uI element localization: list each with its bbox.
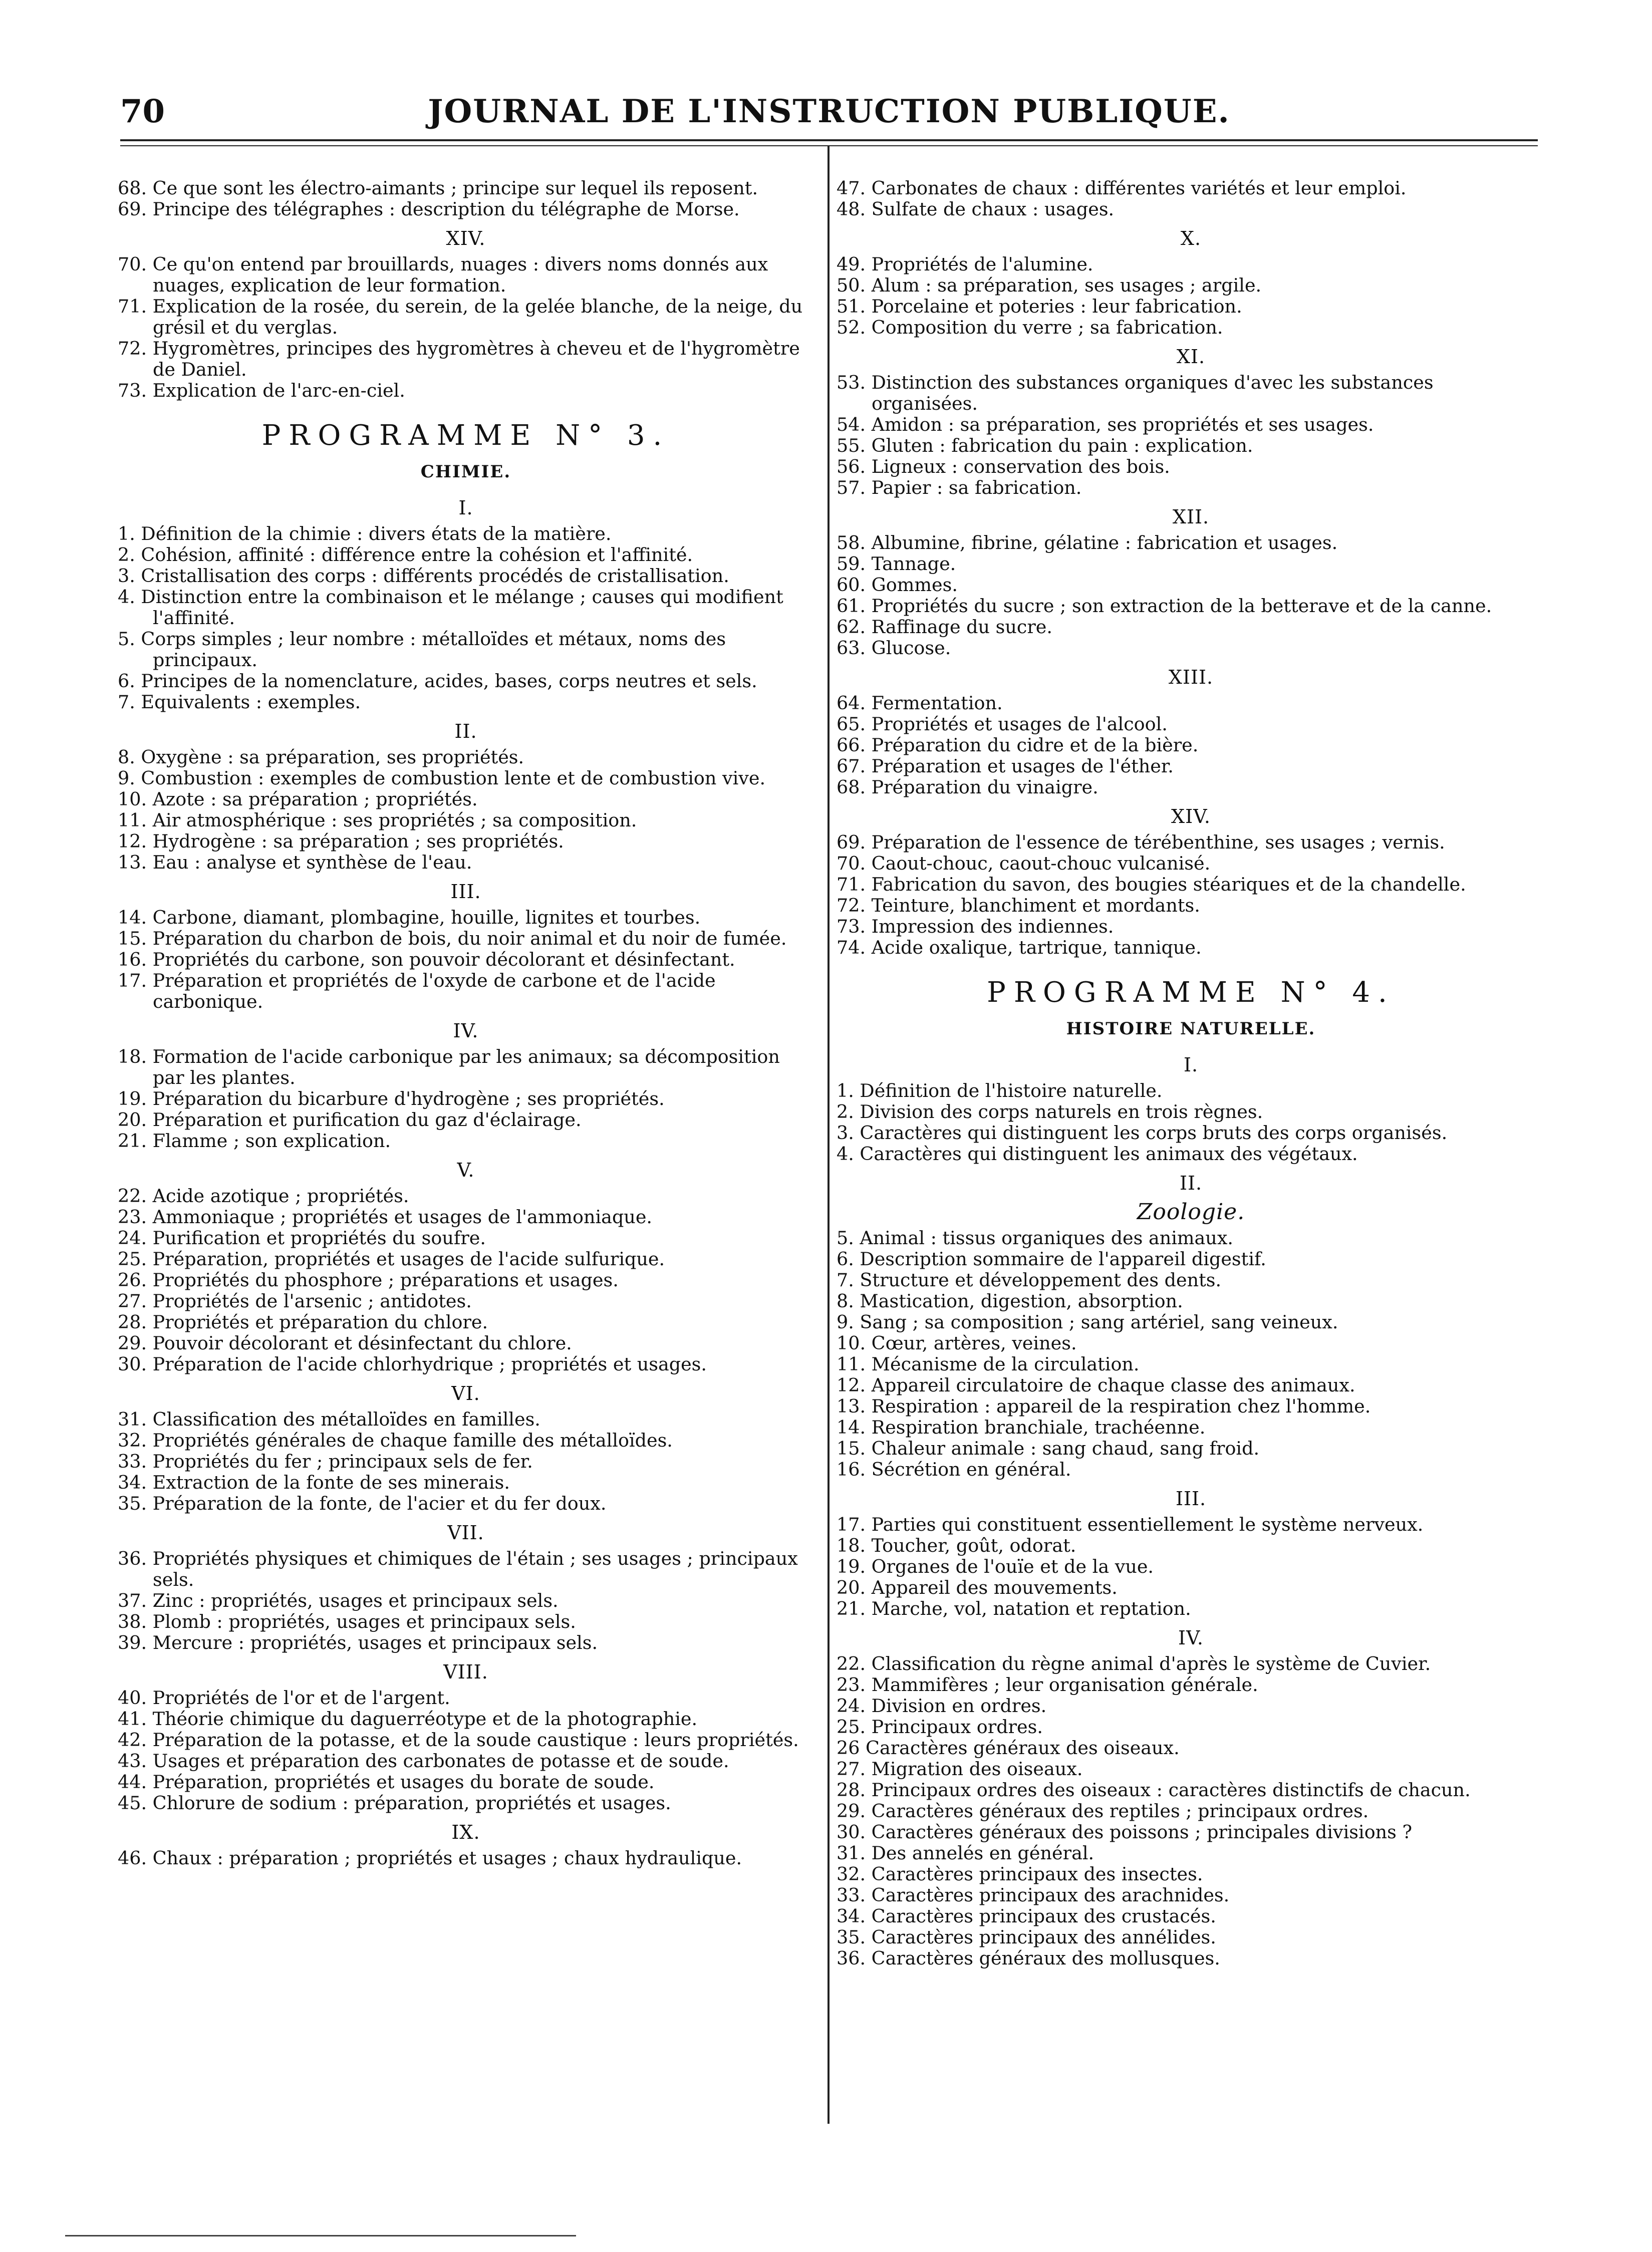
list-item: 5. Animal : tissus organiques des animaux.: [837, 1227, 1234, 1249]
list-item: 6. Description sommaire de l'appareil digestif.: [837, 1248, 1266, 1270]
list-item: 22. Classification du règne animal d'après le système de Cuvier.: [837, 1653, 1431, 1674]
list-item: 68. Ce que sont les électro-aimants ; principe sur lequel ils reposent.: [118, 177, 758, 199]
list-item: 71. Explication de la rosée, du serein, de la gelée blanche, de la neige, du grésil et du verglas.: [118, 296, 803, 338]
list-item: 27. Migration des oiseaux.: [837, 1758, 1083, 1780]
list-item: 3. Caractères qui distinguent les corps bruts des corps organisés.: [837, 1122, 1448, 1144]
list-item: 12. Appareil circulatoire de chaque classe des animaux.: [837, 1374, 1355, 1396]
list-item: 8. Mastication, digestion, absorption.: [837, 1290, 1183, 1312]
page-number: 70: [120, 93, 165, 130]
list-item: 30. Caractères généraux des poissons ; principales divisions ?: [837, 1821, 1413, 1843]
section-heading: VI.: [451, 1382, 480, 1404]
list-item: 73. Explication de l'arc-en-ciel.: [118, 380, 405, 401]
list-item: 33. Caractères principaux des arachnides.: [837, 1884, 1230, 1906]
list-item: 9. Combustion : exemples de combustion lente et de combustion vive.: [118, 767, 766, 789]
list-item: 35. Préparation de la fonte, de l'acier et du fer doux.: [118, 1493, 607, 1514]
list-item: 11. Mécanisme de la circulation.: [837, 1353, 1140, 1375]
list-item: 25. Principaux ordres.: [837, 1716, 1043, 1738]
list-item: 14. Carbone, diamant, plombagine, houille, lignites et tourbes.: [118, 907, 701, 928]
list-item: 72. Teinture, blanchiment et mordants.: [837, 895, 1200, 916]
list-item: 4. Distinction entre la combinaison et le mélange ; causes qui modifient l'affinité.: [118, 586, 783, 629]
section-heading: XIV.: [1171, 805, 1211, 827]
list-item: 8. Oxygène : sa préparation, ses propriétés.: [118, 746, 524, 768]
section-heading: III.: [450, 881, 481, 903]
section-heading: IX.: [451, 1821, 480, 1843]
list-item: 27. Propriétés de l'arsenic ; antidotes.: [118, 1290, 472, 1312]
section-heading: XIII.: [1168, 666, 1214, 688]
list-item: 35. Caractères principaux des annélides.: [837, 1926, 1216, 1948]
subject-heading: HISTOIRE NATURELLE.: [1066, 1019, 1316, 1039]
list-item: 60. Gommes.: [837, 574, 958, 596]
list-item: 69. Principe des télégraphes : description du télégraphe de Morse.: [118, 198, 740, 220]
footer-rule: [65, 2235, 576, 2236]
list-item: 36. Propriétés physiques et chimiques de l'étain ; ses usages ; principaux sels.: [118, 1548, 798, 1590]
list-item: 11. Air atmosphérique : ses propriétés ; sa composition.: [118, 809, 637, 831]
section-heading: X.: [1180, 227, 1202, 249]
list-item: 28. Propriétés et préparation du chlore.: [118, 1311, 488, 1333]
list-item: 19. Organes de l'ouïe et de la vue.: [837, 1556, 1154, 1577]
list-item: 71. Fabrication du savon, des bougies stéariques et de la chandelle.: [837, 874, 1466, 895]
list-item: 1. Définition de l'histoire naturelle.: [837, 1080, 1163, 1101]
section-heading: IV.: [1178, 1627, 1204, 1649]
list-item: 25. Préparation, propriétés et usages de l'acide sulfurique.: [118, 1248, 665, 1270]
list-item: 67. Préparation et usages de l'éther.: [837, 755, 1174, 777]
list-item: 10. Azote : sa préparation ; propriétés.: [118, 788, 478, 810]
list-item: 32. Propriétés générales de chaque famille des métalloïdes.: [118, 1430, 673, 1451]
list-item: 74. Acide oxalique, tartrique, tannique.: [837, 937, 1202, 958]
list-item: 26. Propriétés du phosphore ; préparations et usages.: [118, 1269, 619, 1291]
list-item: 38. Plomb : propriétés, usages et principaux sels.: [118, 1611, 576, 1632]
list-item: 1. Définition de la chimie : divers états de la matière.: [118, 523, 612, 544]
list-item: 47. Carbonates de chaux : différentes variétés et leur emploi.: [837, 177, 1407, 199]
section-heading: II.: [454, 720, 477, 742]
list-item: 52. Composition du verre ; sa fabrication.: [837, 317, 1223, 338]
running-title: JOURNAL DE L'INSTRUCTION PUBLIQUE.: [428, 93, 1230, 130]
list-item: 31. Des annelés en général.: [837, 1842, 1094, 1864]
list-item: 18. Toucher, goût, odorat.: [837, 1535, 1076, 1556]
list-item: 55. Gluten : fabrication du pain : explication.: [837, 435, 1253, 456]
program-heading: PROGRAMME N° 3.: [261, 419, 670, 452]
list-item: 72. Hygromètres, principes des hygromètres à cheveu et de l'hygromètre de Daniel.: [118, 338, 800, 380]
page-header: [120, 93, 1538, 138]
section-heading: III.: [1175, 1488, 1207, 1510]
list-item: 66. Préparation du cidre et de la bière.: [837, 734, 1199, 756]
list-item: 13. Eau : analyse et synthèse de l'eau.: [118, 852, 472, 873]
list-item: 29. Caractères généraux des reptiles ; principaux ordres.: [837, 1800, 1369, 1822]
list-item: 73. Impression des indiennes.: [837, 916, 1114, 937]
list-item: 64. Fermentation.: [837, 692, 1003, 714]
list-item: 21. Marche, vol, natation et reptation.: [837, 1598, 1191, 1619]
list-item: 16. Sécrétion en général.: [837, 1459, 1071, 1480]
program-heading: PROGRAMME N° 4.: [987, 976, 1395, 1009]
list-item: 49. Propriétés de l'alumine.: [837, 253, 1093, 275]
section-heading: XI.: [1176, 346, 1206, 368]
list-item: 28. Principaux ordres des oiseaux : caractères distinctifs de chacun.: [837, 1779, 1471, 1801]
list-item: 63. Glucose.: [837, 637, 951, 659]
right-column: [837, 178, 1545, 1969]
list-item: 65. Propriétés et usages de l'alcool.: [837, 713, 1168, 735]
list-item: 13. Respiration : appareil de la respiration chez l'homme.: [837, 1395, 1371, 1417]
list-item: 53. Distinction des substances organiques d'avec les substances organisées.: [837, 372, 1434, 414]
list-item: 12. Hydrogène : sa préparation ; ses propriétés.: [118, 830, 564, 852]
list-item: 23. Mammifères ; leur organisation générale.: [837, 1674, 1258, 1696]
list-item: 15. Préparation du charbon de bois, du noir animal et du noir de fumée.: [118, 928, 787, 949]
list-item: 39. Mercure : propriétés, usages et principaux sels.: [118, 1632, 598, 1653]
subject-heading: CHIMIE.: [420, 462, 511, 482]
list-item: 44. Préparation, propriétés et usages du borate de soude.: [118, 1771, 655, 1793]
list-item: 37. Zinc : propriétés, usages et principaux sels.: [118, 1590, 559, 1611]
list-item: 2. Division des corps naturels en trois règnes.: [837, 1101, 1263, 1122]
list-item: 14. Respiration branchiale, trachéenne.: [837, 1417, 1206, 1438]
list-item: 7. Equivalents : exemples.: [118, 691, 361, 713]
list-item: 54. Amidon : sa préparation, ses propriétés et ses usages.: [837, 414, 1374, 435]
list-item: 56. Ligneux : conservation des bois.: [837, 456, 1170, 477]
list-item: 43. Usages et préparation des carbonates de potasse et de soude.: [118, 1750, 729, 1772]
list-item: 20. Appareil des mouvements.: [837, 1577, 1118, 1598]
column-divider: [828, 145, 830, 2124]
list-item: 23. Ammoniaque ; propriétés et usages de l'ammoniaque.: [118, 1206, 653, 1228]
list-item: 18. Formation de l'acide carbonique par les animaux; sa décomposition par les plantes.: [118, 1046, 780, 1088]
list-item: 26 Caractères généraux des oiseaux.: [837, 1737, 1180, 1759]
list-item: 45. Chlorure de sodium : préparation, propriétés et usages.: [118, 1792, 671, 1814]
list-item: 33. Propriétés du fer ; principaux sels de fer.: [118, 1451, 533, 1472]
list-item: 57. Papier : sa fabrication.: [837, 477, 1082, 498]
left-column: [118, 178, 814, 1869]
header-rule-thick: [120, 139, 1538, 141]
list-item: 50. Alum : sa préparation, ses usages ; argile.: [837, 274, 1262, 296]
list-item: 17. Préparation et propriétés de l'oxyde de carbone et de l'acide carbonique.: [118, 970, 716, 1012]
list-item: 24. Division en ordres.: [837, 1695, 1047, 1717]
list-item: 15. Chaleur animale : sang chaud, sang froid.: [837, 1438, 1260, 1459]
list-item: 36. Caractères généraux des mollusques.: [837, 1947, 1220, 1969]
list-item: 6. Principes de la nomenclature, acides, bases, corps neutres et sels.: [118, 670, 757, 692]
list-item: 16. Propriétés du carbone, son pouvoir décolorant et désinfectant.: [118, 949, 735, 970]
list-item: 68. Préparation du vinaigre.: [837, 776, 1098, 798]
list-item: 34. Caractères principaux des crustacés.: [837, 1905, 1216, 1927]
list-item: 2. Cohésion, affinité : différence entre la cohésion et l'affinité.: [118, 544, 693, 566]
list-item: 69. Préparation de l'essence de térébenthine, ses usages ; vernis.: [837, 831, 1445, 853]
list-item: 32. Caractères principaux des insectes.: [837, 1863, 1203, 1885]
list-item: 48. Sulfate de chaux : usages.: [837, 198, 1115, 220]
list-item: 30. Préparation de l'acide chlorhydrique ; propriétés et usages.: [118, 1353, 707, 1375]
list-item: 29. Pouvoir décolorant et désinfectant du chlore.: [118, 1332, 572, 1354]
section-heading: I.: [458, 497, 473, 519]
list-item: 42. Préparation de la potasse, et de la soude caustique : leurs propriétés.: [118, 1729, 799, 1751]
list-item: 7. Structure et développement des dents.: [837, 1269, 1222, 1291]
section-heading: VIII.: [443, 1661, 488, 1683]
list-item: 51. Porcelaine et poteries : leur fabrication.: [837, 296, 1242, 317]
list-item: 17. Parties qui constituent essentiellement le système nerveux.: [837, 1514, 1424, 1535]
list-item: 3. Cristallisation des corps : différents procédés de cristallisation.: [118, 565, 729, 587]
list-item: 22. Acide azotique ; propriétés.: [118, 1185, 409, 1207]
section-heading: XII.: [1172, 506, 1210, 528]
list-item: 9. Sang ; sa composition ; sang artériel, sang veineux.: [837, 1311, 1338, 1333]
list-item: 10. Cœur, artères, veines.: [837, 1332, 1077, 1354]
list-item: 19. Préparation du bicarbure d'hydrogène ; ses propriétés.: [118, 1088, 665, 1109]
list-item: 24. Purification et propriétés du soufre.: [118, 1227, 486, 1249]
section-heading: IV.: [453, 1020, 479, 1042]
list-item: 62. Raffinage du sucre.: [837, 616, 1052, 638]
section-heading: V.: [457, 1159, 475, 1181]
list-item: 21. Flamme ; son explication.: [118, 1130, 391, 1152]
list-item: 5. Corps simples ; leur nombre : métalloïdes et métaux, noms des principaux.: [118, 628, 726, 671]
list-item: 40. Propriétés de l'or et de l'argent.: [118, 1687, 450, 1709]
section-heading: VII.: [447, 1522, 484, 1544]
list-item: 61. Propriétés du sucre ; son extraction de la betterave et de la canne.: [837, 595, 1492, 617]
section-heading: I.: [1183, 1054, 1199, 1076]
list-item: 59. Tannage.: [837, 553, 956, 575]
section-heading: II.: [1179, 1172, 1203, 1194]
list-item: 58. Albumine, fibrine, gélatine : fabrication et usages.: [837, 532, 1338, 553]
list-item: 20. Préparation et purification du gaz d'éclairage.: [118, 1109, 582, 1131]
subsection-heading: Zoologie.: [1137, 1199, 1245, 1225]
list-item: 46. Chaux : préparation ; propriétés et usages ; chaux hydraulique.: [118, 1847, 742, 1869]
list-item: 41. Théorie chimique du daguerréotype et de la photographie.: [118, 1708, 698, 1730]
list-item: 31. Classification des métalloïdes en familles.: [118, 1409, 540, 1430]
list-item: 34. Extraction de la fonte de ses minerais.: [118, 1472, 510, 1493]
list-item: 4. Caractères qui distinguent les animaux des végétaux.: [837, 1143, 1358, 1165]
list-item: 70. Ce qu'on entend par brouillards, nuages : divers noms donnés aux nuages, explication de leur formation.: [118, 253, 768, 296]
list-item: 70. Caout-chouc, caout-chouc vulcanisé.: [837, 853, 1211, 874]
section-heading: XIV.: [446, 227, 486, 249]
